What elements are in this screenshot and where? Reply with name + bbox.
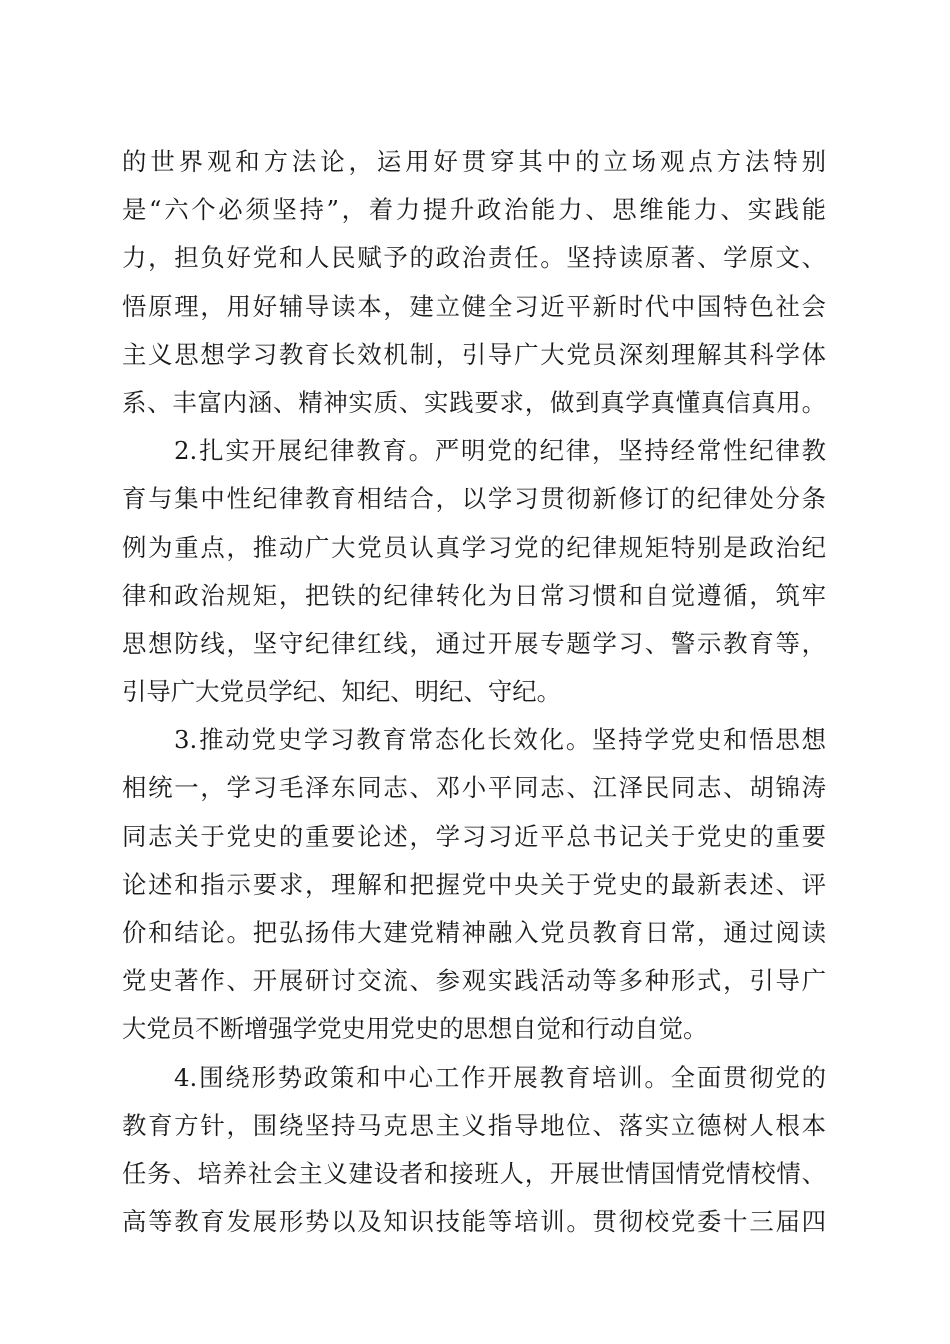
text-line: 主义思想学习教育长效机制，引导广大党员深刻理解其科学体 [122, 339, 826, 369]
text-line: 悟原理，用好辅导读本，建立健全习近平新时代中国特色社会 [122, 291, 826, 321]
text-line: 思想防线，坚守纪律红线，通过开展专题学习、警示教育等， [122, 628, 826, 658]
text-line: 论述和指示要求，理解和把握党中央关于党史的最新表述、评 [122, 869, 826, 899]
text-line: 引导广大党员学纪、知纪、明纪、守纪。 [122, 677, 562, 707]
text-line: 教育方针，围绕坚持马克思主义指导地位、落实立德树人根本 [122, 1110, 826, 1140]
text-line: 是“六个必须坚持”，着力提升政治能力、思维能力、实践能 [122, 195, 826, 225]
text-line: 相统一，学习毛泽东同志、邓小平同志、江泽民同志、胡锦涛 [122, 773, 826, 803]
text-line: 大党员不断增强学党史用党史的思想自觉和行动自觉。 [122, 1014, 708, 1044]
text-line: 律和政治规矩，把铁的纪律转化为日常习惯和自觉遵循，筑牢 [122, 580, 826, 610]
section-heading-line: 4.围绕形势政策和中心工作开展教育培训。全面贯彻党的 [174, 1062, 826, 1092]
text-line: 的世界观和方法论，运用好贯穿其中的立场观点方法特别 [122, 147, 826, 176]
text-line: 育与集中性纪律教育相结合，以学习贯彻新修订的纪律处分条 [122, 484, 826, 514]
text-line: 价和结论。把弘扬伟大建党精神融入党员教育日常，通过阅读 [122, 918, 826, 947]
text-line: 任务、培养社会主义建设者和接班人，开展世情国情党情校情、 [122, 1158, 826, 1188]
text-line: 力，担负好党和人民赋予的政治责任。坚持读原著、学原文、 [122, 243, 826, 273]
text-line: 高等教育发展形势以及知识技能等培训。贯彻校党委十三届四 [122, 1207, 826, 1237]
text-line: 例为重点，推动广大党员认真学习党的纪律规矩特别是政治纪 [122, 532, 826, 562]
text-line: 同志关于党史的重要论述，学习习近平总书记关于党史的重要 [122, 821, 826, 851]
section-heading-line: 2.扎实开展纪律教育。严明党的纪律，坚持经常性纪律教 [174, 436, 826, 466]
section-heading-line: 3.推动党史学习教育常态化长效化。坚持学党史和悟思想 [174, 725, 826, 755]
text-line: 党史著作、开展研讨交流、参观实践活动等多种形式，引导广 [122, 966, 826, 996]
document-body [122, 138, 826, 1246]
text-line: 系、丰富内涵、精神实质、实践要求，做到真学真懂真信真用。 [122, 387, 826, 417]
